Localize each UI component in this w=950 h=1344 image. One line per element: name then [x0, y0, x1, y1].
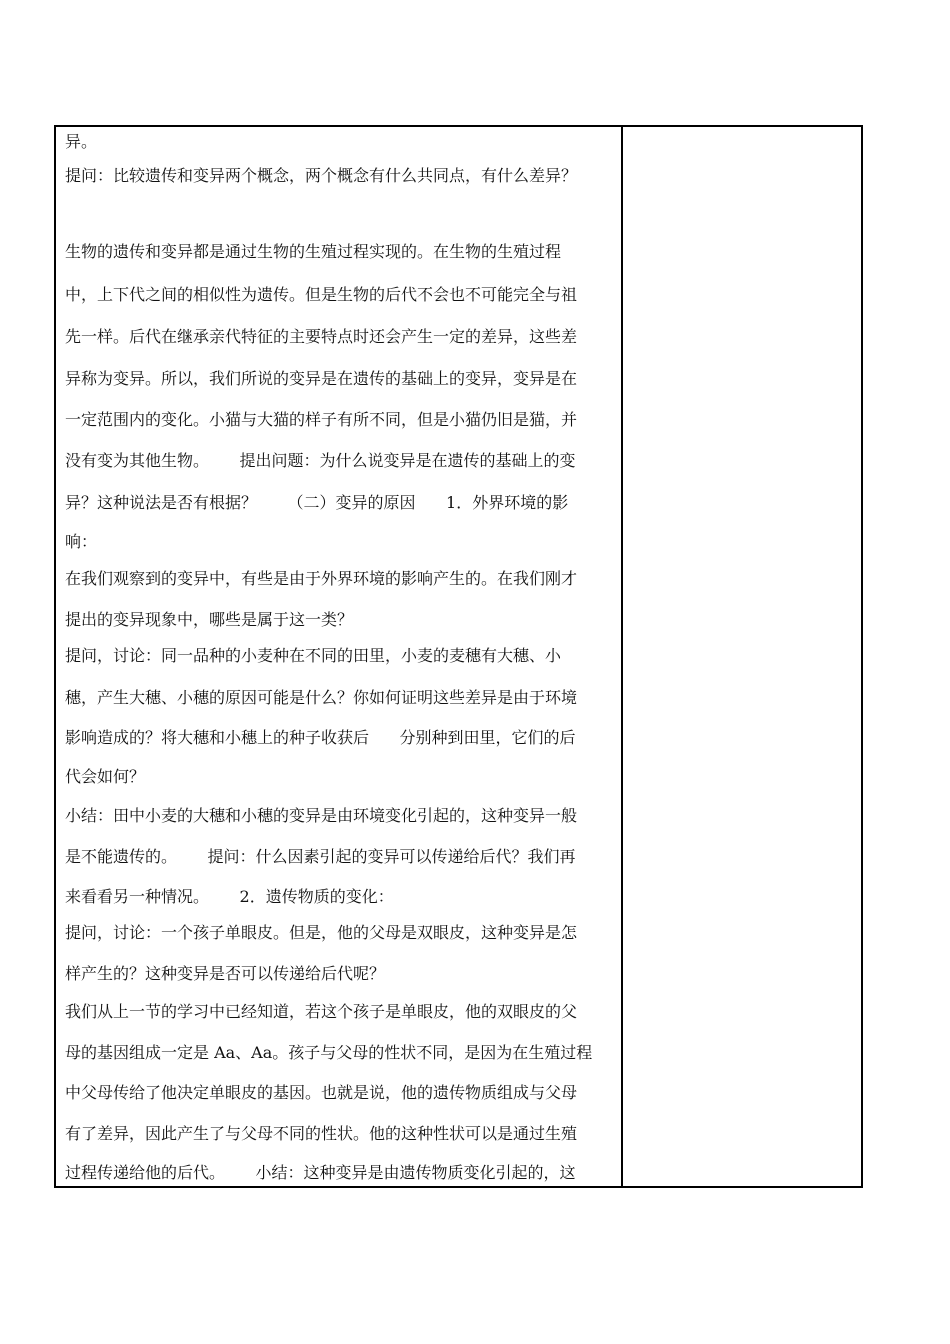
- lesson-table: [54, 125, 863, 1188]
- text-line: 中，上下代之间的相似性为遗传。但是生物的后代不会也不可能完全与祖: [65, 285, 578, 304]
- text-line: 没有变为其他生物。 提出问题：为什么说变异是在遗传的基础上的变: [65, 451, 576, 470]
- text-line: 异称为变异。所以，我们所说的变异是在遗传的基础上的变异，变异是在: [65, 369, 578, 388]
- text-line: 提问：比较遗传和变异两个概念，两个概念有什么共同点，有什么差异？: [65, 166, 578, 185]
- text-line: 样产生的？这种变异是否可以传递给后代呢？: [65, 964, 386, 983]
- text-line: 生物的遗传和变异都是通过生物的生殖过程实现的。在生物的生殖过程: [65, 242, 562, 261]
- lesson-content-cell: [56, 127, 621, 1186]
- text-line: 来看看另一种情况。 2．遗传物质的变化：: [65, 887, 394, 906]
- text-line: 一定范围内的变化。小猫与大猫的样子有所不同，但是小猫仍旧是猫，并: [65, 410, 578, 429]
- text-line: 过程传递给他的后代。 小结：这种变异是由遗传物质变化引起的，这: [65, 1163, 576, 1182]
- text-line: 提问，讨论：一个孩子单眼皮。但是，他的父母是双眼皮，这种变异是怎: [65, 923, 578, 942]
- text-line: 响：: [65, 532, 98, 551]
- text-line: 异。: [65, 132, 98, 151]
- text-line: 有了差异，因此产生了与父母不同的性状。他的这种性状可以是通过生殖: [65, 1124, 578, 1143]
- text-line: 我们从上一节的学习中已经知道，若这个孩子是单眼皮，他的双眼皮的父: [65, 1002, 578, 1021]
- text-line: 小结：田中小麦的大穗和小穗的变异是由环境变化引起的，这种变异一般: [65, 806, 578, 825]
- text-line: 在我们观察到的变异中，有些是由于外界环境的影响产生的。在我们刚才: [65, 569, 578, 588]
- text-line: 是不能遗传的。 提问：什么因素引起的变异可以传递给后代？我们再: [65, 847, 576, 866]
- text-line: 穗，产生大穗、小穗的原因可能是什么？你如何证明这些差异是由于环境: [65, 688, 578, 707]
- text-line: 母的基因组成一定是 Aa、Aa。孩子与父母的性状不同，是因为在生殖过程: [65, 1043, 593, 1062]
- text-line: 提问，讨论：同一品种的小麦种在不同的田里，小麦的麦穗有大穗、小: [65, 646, 562, 665]
- text-line: 异？这种说法是否有根据？ （二）变异的原因 1．外界环境的影: [65, 493, 569, 512]
- text-line: 中父母传给了他决定单眼皮的基因。也就是说，他的遗传物质组成与父母: [65, 1083, 578, 1102]
- text-line: 代会如何？: [65, 767, 146, 786]
- text-line: 提出的变异现象中，哪些是属于这一类？: [65, 610, 354, 629]
- text-line: 先一样。后代在继承亲代特征的主要特点时还会产生一定的差异，这些差: [65, 327, 578, 346]
- notes-cell: [623, 127, 861, 1186]
- text-line: 影响造成的？将大穗和小穗上的种子收获后 分别种到田里，它们的后: [65, 728, 576, 747]
